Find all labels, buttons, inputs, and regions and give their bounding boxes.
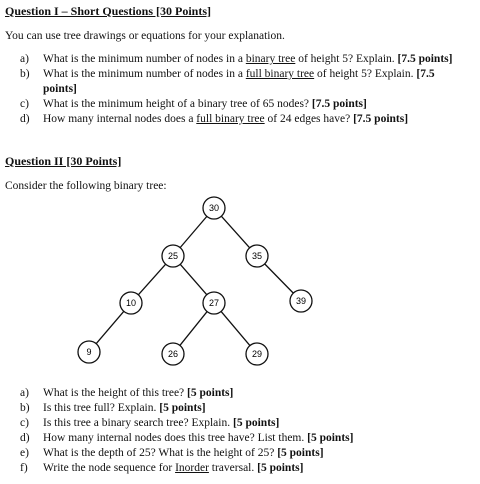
q2-item-b xyxy=(20,401,475,416)
item-marker: a) xyxy=(20,53,29,65)
points-label: [7.5 points] xyxy=(353,113,409,125)
tree-edge-27-26 xyxy=(180,312,207,346)
points-label: [5 points] xyxy=(233,417,280,429)
points-label: [5 points] xyxy=(257,462,304,474)
q1-item-b xyxy=(20,67,475,97)
q1-item-a xyxy=(20,52,475,67)
item-text: Is this tree full? Explain. xyxy=(43,402,160,414)
tree-edge-10-9 xyxy=(96,311,124,343)
tree-node-label: 35 xyxy=(251,251,263,262)
item-text: Is this tree a binary search tree? Explain. xyxy=(43,417,233,429)
tree-node-39 xyxy=(290,290,312,312)
q2-item-e xyxy=(20,446,475,461)
binary-tree-diagram xyxy=(0,190,480,380)
tree-node-label: 9 xyxy=(86,347,92,358)
tree-node-label: 39 xyxy=(295,296,307,307)
tree-node-10 xyxy=(120,292,142,314)
item-text: What is the minimum number of nodes in a xyxy=(43,68,246,80)
item-marker: d) xyxy=(20,432,30,444)
tree-edge-35-39 xyxy=(265,264,294,293)
tree-edge-25-27 xyxy=(180,264,207,294)
tree-node-label: 30 xyxy=(208,203,220,214)
tree-node-9 xyxy=(78,341,100,363)
item-text-after: of 24 edges have? xyxy=(264,113,354,125)
tree-node-label: 25 xyxy=(167,251,179,262)
item-text: What is the height of this tree? xyxy=(43,387,188,399)
q2-item-a xyxy=(20,386,475,401)
points-label: [7.5 points] xyxy=(43,68,435,95)
tree-node-label: 27 xyxy=(208,298,220,309)
points-label: [5 points] xyxy=(187,387,234,399)
q2-item-c xyxy=(20,416,475,431)
item-marker: a) xyxy=(20,387,29,399)
points-label: [5 points] xyxy=(159,402,206,414)
tree-edges xyxy=(96,216,293,345)
underlined-term: full binary tree xyxy=(245,68,315,80)
underlined-term: Inorder xyxy=(175,462,209,474)
tree-node-25 xyxy=(162,245,184,267)
tree-edge-25-10 xyxy=(138,264,165,295)
item-text: How many internal nodes does a xyxy=(43,113,197,125)
underlined-term: full binary tree xyxy=(196,113,265,125)
item-marker: f) xyxy=(20,462,28,474)
tree-node-27 xyxy=(203,292,225,314)
tree-node-26 xyxy=(162,343,184,365)
item-text: What is the minimum height of a binary tree of 65 nodes? xyxy=(43,98,312,110)
q2-heading: Question II [30 Points] xyxy=(5,154,122,168)
item-marker: b) xyxy=(20,402,30,414)
item-text: Write the node sequence for xyxy=(43,462,176,474)
q2-intro: Consider the following binary tree: xyxy=(5,180,167,192)
q1-question-list xyxy=(20,52,475,127)
q2-item-f xyxy=(20,461,475,476)
tree-node-29 xyxy=(246,343,268,365)
points-label: [5 points] xyxy=(307,432,354,444)
tree-edge-27-29 xyxy=(221,311,250,345)
tree-node-30 xyxy=(203,197,225,219)
tree-edge-30-35 xyxy=(221,216,249,248)
item-marker: d) xyxy=(20,113,30,125)
item-text: How many internal nodes does this tree have? List them. xyxy=(43,432,308,444)
q2-question-list xyxy=(20,386,475,476)
item-marker: e) xyxy=(20,447,29,459)
item-marker: b) xyxy=(20,68,30,80)
item-marker: c) xyxy=(20,417,29,429)
item-text-after: of height 5? Explain. xyxy=(314,68,417,80)
points-label: [7.5 points] xyxy=(311,98,367,110)
points-label: [7.5 points] xyxy=(397,53,453,65)
tree-node-label: 29 xyxy=(251,349,263,360)
underlined-term: binary tree xyxy=(245,53,296,65)
q2-item-d xyxy=(20,431,475,446)
item-marker: c) xyxy=(20,98,29,110)
tree-edge-30-25 xyxy=(180,216,207,247)
item-text: What is the minimum number of nodes in a xyxy=(43,53,246,65)
item-text-after: of height 5? Explain. xyxy=(295,53,398,65)
item-text: What is the depth of 25? What is the height of 25? xyxy=(43,447,278,459)
q1-heading: Question I – Short Questions [30 Points] xyxy=(5,4,212,18)
q1-item-d xyxy=(20,112,475,127)
q1-item-c xyxy=(20,97,475,112)
tree-node-label: 26 xyxy=(167,349,179,360)
points-label: [5 points] xyxy=(277,447,324,459)
tree-node-35 xyxy=(246,245,268,267)
item-text-after: traversal. xyxy=(208,462,258,474)
tree-node-label: 10 xyxy=(125,298,137,309)
q1-intro: You can use tree drawings or equations for your explanation. xyxy=(5,30,285,42)
